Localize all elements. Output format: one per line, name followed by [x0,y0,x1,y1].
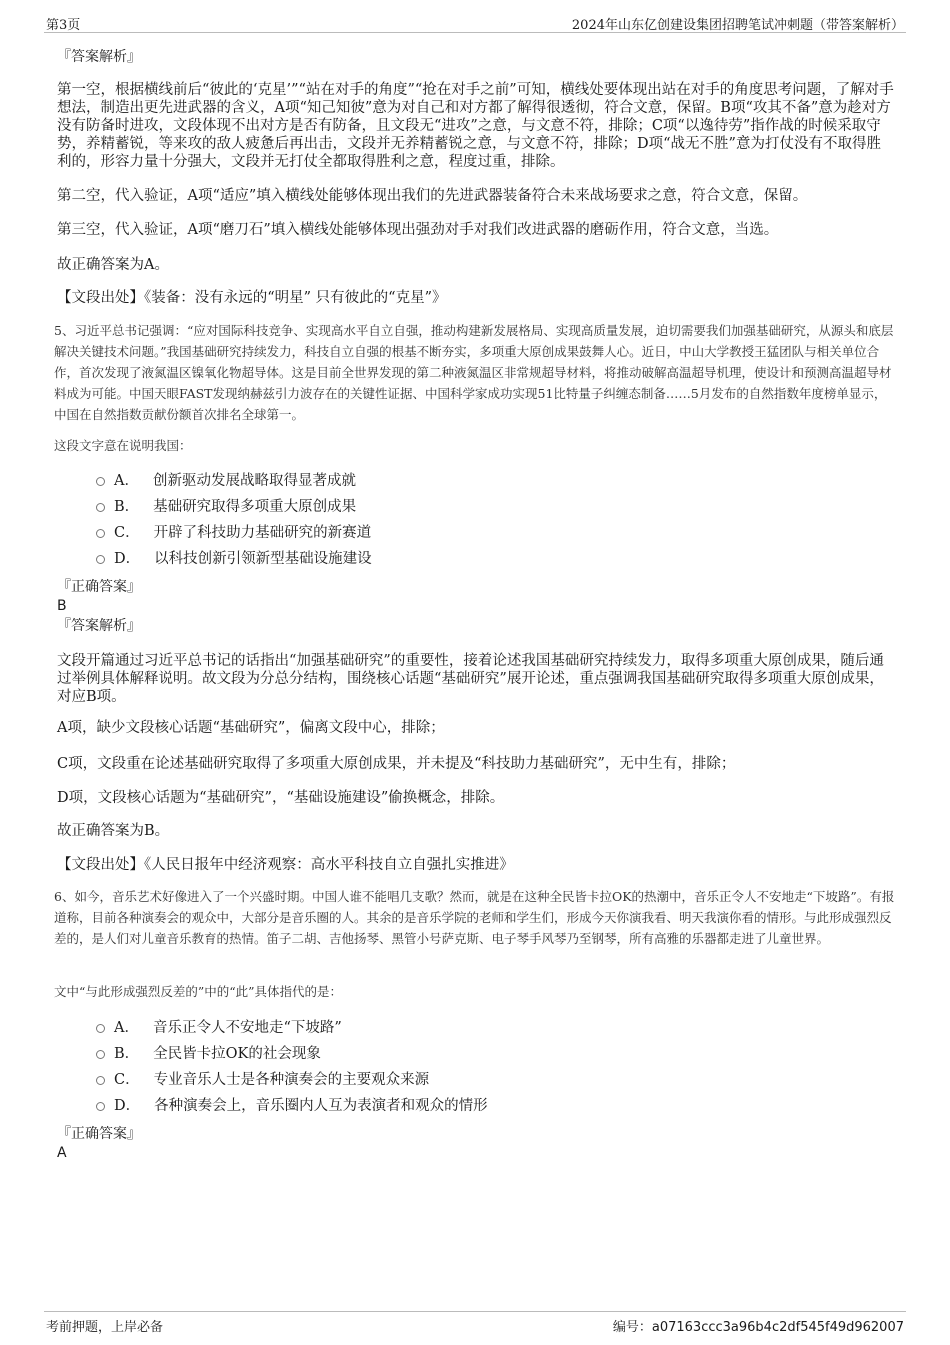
radio-icon[interactable] [96,1102,105,1111]
q6-option-d[interactable]: D． 各种演奏会上，音乐圈内人互为表演者和观众的情形 [96,1096,488,1116]
q4-analysis-para1: 第一空，根据横线前后“彼此的‘克星’”“站在对手的角度”“抢在对手之前”可知，横线处要体现出站在对手的角度思考问题，了解对手想法，制造出更先进武器的含义，A项“知己知彼”意为对自己和对方都了解得很透彻，符合文意，保留。B项“攻其不备”意为趁对方没有防备时进攻，文段体现不出对方是否有防备，且文段无“进攻”之意，与文意不符，排除；C项“以逸待劳”指作战的时候采取守势，养精蓄锐，等来攻的敌人疲惫后再出击，文段并无养精蓄锐之意，与文意不符，排除；D项“战无不胜”意为打仗没有不取得胜利的，形容力量十分强大，文段并无打仗全都取得胜利之意，程度过重，排除。 [57,82,894,170]
document-title: 2024年山东亿创建设集团招聘笔试冲刺题（带答案解析） [571,18,904,33]
q5-option-d[interactable]: D． 以科技创新引领新型基础设施建设 [96,549,372,569]
q4-source: 【文段出处】《装备：没有永远的“明星” 只有彼此的“克星”》 [57,290,447,306]
footer-slogan: 考前押题，上岸必备 [46,1320,164,1335]
q5-question: 这段文字意在说明我国： [54,438,192,453]
q6-option-b[interactable]: B． 全民皆卡拉OK的社会现象 [96,1044,321,1064]
page-number: 第3页 [46,18,81,33]
q5-option-c[interactable]: C． 开辟了科技助力基础研究的新赛道 [96,523,371,543]
q5-analysis-para4: D项，文段核心话题为“基础研究”，“基础设施建设”偷换概念，排除。 [57,790,505,806]
q5-analysis-label: 『答案解析』 [57,618,141,634]
q5-conclusion: 故正确答案为B。 [57,823,170,839]
footer-code: 编号：a07163ccc3a96b4c2df545f49d962007 [612,1320,904,1335]
q4-analysis-label: 『答案解析』 [57,49,141,65]
radio-icon[interactable] [96,1024,105,1033]
q5-analysis-para1: 文段开篇通过习近平总书记的话指出“加强基础研究”的重要性，接着论述我国基础研究持续发力，取得多项重大原创成果，随后通过举例具体解释说明。故文段为分总分结构，围绕核心话题“基础研究”展开论述，重点强调我国基础研究取得多项重大原创成果，对应B项。 [57,653,884,705]
q5-stem: 5、习近平总书记强调：“应对国际科技竞争、实现高水平自立自强，推动构建新发展格局、实现高质量发展，迫切需要我们加强基础研究，从源头和底层解决关键技术问题。”我国基础研究持续发力，科技自立自强的根基不断夯实，多项重大原创成果鼓舞人心。近日，中山大学教授王猛团队与相关单位合作，首次发现了液氮温区镍氧化物超导体。这是目前全世界发现的第二种液氮温区非常规超导材料，将推动破解高温超导机理，使设计和预测高温超导材料成为可能。中国天眼FAST发现纳赫兹引力波存在的关键性证据、中国科学家成功实现51比特量子纠缠态制备……5月发布的自然指数年度榜单显示，中国在自然指数贡献份额首次排名全球第一。 [54,323,894,422]
q6-stem: 6、如今，音乐艺术好像进入了一个兴盛时期。中国人谁不能唱几支歌？然而，就是在这种全民皆卡拉OK的热潮中，音乐正令人不安地走“下坡路”。有报道称，目前各种演奏会的观众中，大部分是音乐圈的人。其余的是音乐学院的老师和学生们，形成今天你演我看、明天我演你看的情形。与此形成强烈反差的，是人们对儿童音乐教育的热情。笛子二胡、吉他扬琴、黑管小号萨克斯、电子琴手风琴乃至钢琴，所有高雅的乐器都走进了儿童世界。 [54,889,895,946]
radio-icon[interactable] [96,477,105,486]
q6-answer: A [57,1145,67,1161]
q5-answer-label: 『正确答案』 [57,579,141,595]
q5-source: 【文段出处】《人民日报年中经济观察：高水平科技自立自强扎实推进》 [57,857,514,873]
q5-analysis-para2: A项，缺少文段核心话题“基础研究”，偏离文段中心，排除； [57,720,445,736]
radio-icon[interactable] [96,1050,105,1059]
page-footer [44,1311,906,1336]
page-header [44,12,906,33]
radio-icon[interactable] [96,529,105,538]
q5-answer: B [57,598,67,614]
q6-question: 文中“与此形成强烈反差的”中的“此”具体指代的是： [54,984,343,999]
radio-icon[interactable] [96,555,105,564]
q6-option-a[interactable]: A． 音乐正令人不安地走“下坡路” [96,1018,342,1038]
q4-analysis-para2: 第二空，代入验证，A项“适应”填入横线处能够体现出我们的先进武器装备符合未来战场要求之意，符合文意，保留。 [57,188,808,204]
q5-option-b[interactable]: B． 基础研究取得多项重大原创成果 [96,497,356,517]
q5-analysis-para3: C项，文段重在论述基础研究取得了多项重大原创成果，并未提及“科技助力基础研究”，无中生有，排除； [57,756,736,772]
q5-option-a[interactable]: A． 创新驱动发展战略取得显著成就 [96,471,356,491]
q6-option-c[interactable]: C． 专业音乐人士是各种演奏会的主要观众来源 [96,1070,429,1090]
q6-answer-label: 『正确答案』 [57,1126,141,1142]
radio-icon[interactable] [96,503,105,512]
radio-icon[interactable] [96,1076,105,1085]
q4-conclusion: 故正确答案为A。 [57,257,169,273]
q4-analysis-para3: 第三空，代入验证，A项“磨刀石”填入横线处能够体现出强劲对手对我们改进武器的磨砺作用，符合文意，当选。 [57,222,779,238]
